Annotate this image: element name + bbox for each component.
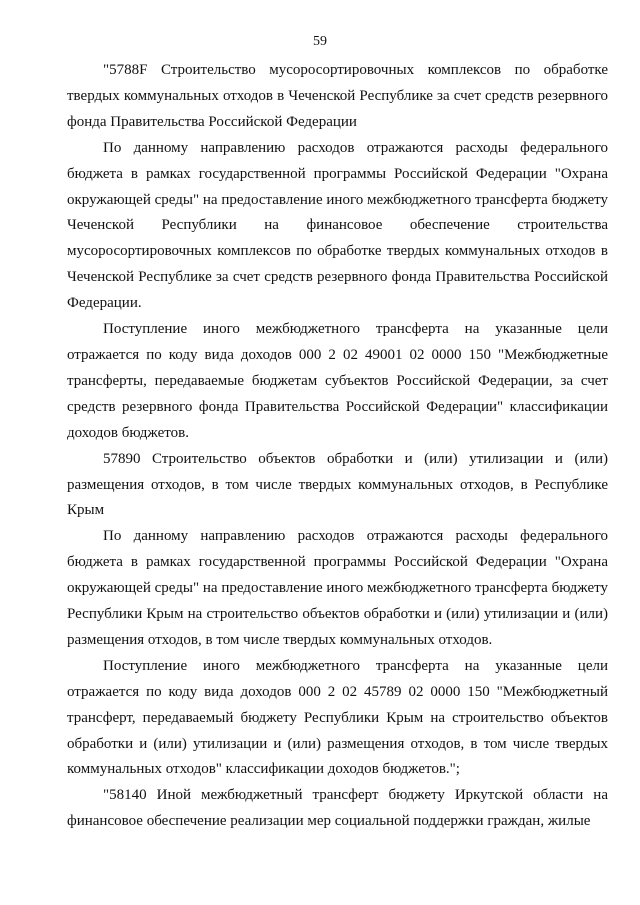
paragraph-5788f-heading: "5788F Строительство мусоросортировочных комплексов по обработке твердых коммунальных отходов в Чеченской Республике за счет средств резервного фонда Правительства Российской Федерации — [67, 62, 608, 130]
paragraph-58140-heading: "58140 Иной межбюджетный трансферт бюджету Иркутской области на финансовое обеспечение реализации мер социальной поддержки граждан, жилые — [67, 787, 608, 830]
paragraph-57890-revenue: Поступление иного межбюджетного трансферта на указанные цели отражается по коду вида доходов 000 2 02 45789 02 0000 150 "Межбюджетный трансферт, передаваемый бюджету Республики Крым на строительство объектов обработки и (или) утилизации и (или) размещения отходов, в том числе твердых коммунальных отходов" классификации доходов бюджетов."; — [67, 657, 608, 778]
paragraph-5788f-revenue: Поступление иного межбюджетного трансферта на указанные цели отражается по коду вида доходов 000 2 02 49001 02 0000 150 "Межбюджетные трансферты, передаваемые бюджетам субъектов Российской Федерации, за счет средств резервного фонда Правительства Российской Федерации" классификации доходов бюджетов. — [67, 321, 608, 441]
paragraph-57890-heading: 57890 Строительство объектов обработки и (или) утилизации и (или) размещения отходов, в том числе твердых коммунальных отходов, в Республике Крым — [67, 450, 608, 519]
paragraph-57890-description: По данному направлению расходов отражаются расходы федерального бюджета в рамках государственной программы Российской Федерации "Охрана окружающей среды" на предоставление иного межбюджетного трансферта бюджету Республики Крым на строительство объектов обработки и (или) утилизации и (или) размещения отходов, в том числе твердых коммунальных отходов. — [67, 528, 608, 648]
document-body — [67, 58, 608, 835]
paragraph-5788f-description: По данному направлению расходов отражаются расходы федерального бюджета в рамках государственной программы Российской Федерации "Охрана окружающей среды" на предоставление иного межбюджетного трансферта бюджету Чеченской Республики на финансовое обеспечение строительства мусоросортировочных комплексов по обработке твердых коммунальных отходов в Чеченской Республике за счет средств резервного фонда Правительства Российской Федерации. — [67, 139, 608, 312]
page-number: 59 — [313, 34, 327, 49]
